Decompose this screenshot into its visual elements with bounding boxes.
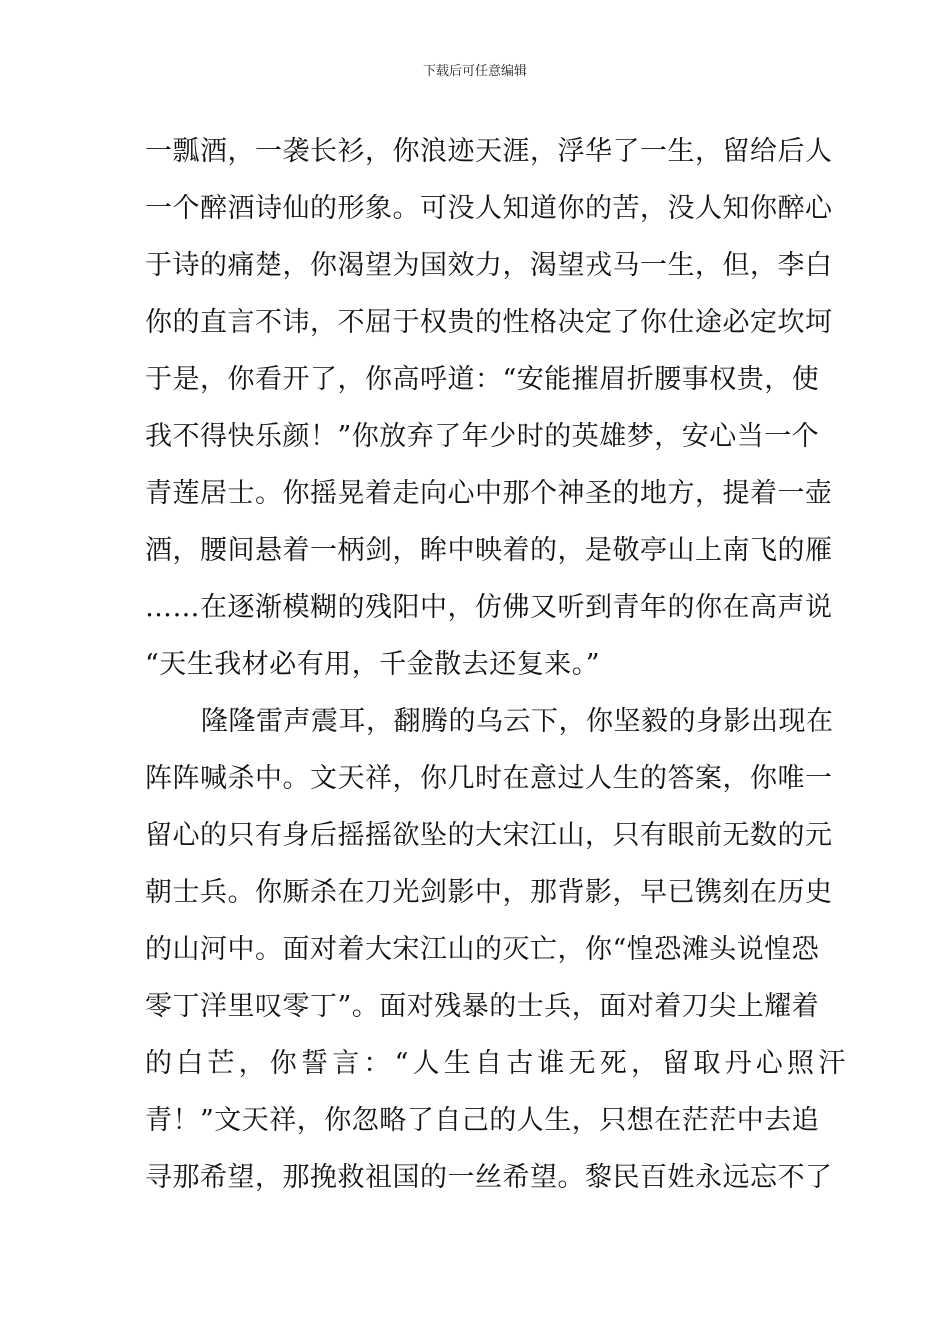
text-line: 一瓢酒，一袭长衫，你浪迹天涯，浮华了一生，留给后人	[145, 136, 833, 167]
text-line: 我不得快乐颜！”你放弃了年少时的英雄梦，安心当一个	[145, 421, 820, 452]
text-line: 一个醉酒诗仙的形象。可没人知道你的苦，没人知你醉心	[145, 193, 833, 224]
text-line: ……在逐渐模糊的残阳中，仿佛又听到青年的你在高声说	[145, 592, 833, 623]
text-line: 朝士兵。你厮杀在刀光剑影中，那背影，早已镌刻在历史	[145, 877, 833, 908]
text-line: 的白芒，你誓言：“人生自古谁无死，留取丹心照汗	[145, 1048, 850, 1079]
text-line: 于诗的痛楚，你渴望为国效力，渴望戎马一生，但，李白	[145, 250, 833, 281]
text-line: “天生我材必有用，千金散去还复来。”	[145, 649, 601, 680]
text-line: 酒，腰间悬着一柄剑，眸中映着的，是敬亭山上南飞的雁	[145, 535, 833, 566]
text-line: 留心的只有身后摇摇欲坠的大宋江山，只有眼前无数的元	[145, 820, 833, 851]
paragraph-first-line: 隆隆雷声震耳，翻腾的乌云下，你坚毅的身影出现在	[201, 706, 834, 737]
text-line: 你的直言不讳，不屈于权贵的性格决定了你仕途必定坎坷	[145, 307, 833, 338]
text-line: 青！”文天祥，你忽略了自己的人生，只想在茫茫中去追	[145, 1105, 820, 1136]
text-line: 青莲居士。你摇晃着走向心中那个神圣的地方，提着一壶	[145, 478, 833, 509]
text-line: 寻那希望，那挽救祖国的一丝希望。黎民百姓永远忘不了	[145, 1162, 833, 1193]
text-line: 零丁洋里叹零丁”。面对残暴的士兵，面对着刀尖上耀着	[145, 991, 820, 1022]
document-body	[145, 123, 850, 1206]
page-header-note: 下载后可任意编辑	[422, 64, 527, 79]
text-line: 阵阵喊杀中。文天祥，你几时在意过人生的答案，你唯一	[145, 763, 833, 794]
text-line: 于是，你看开了，你高呼道：“安能摧眉折腰事权贵，使	[145, 364, 820, 395]
text-line: 的山河中。面对着大宋江山的灭亡，你“惶恐滩头说惶恐	[145, 934, 820, 965]
